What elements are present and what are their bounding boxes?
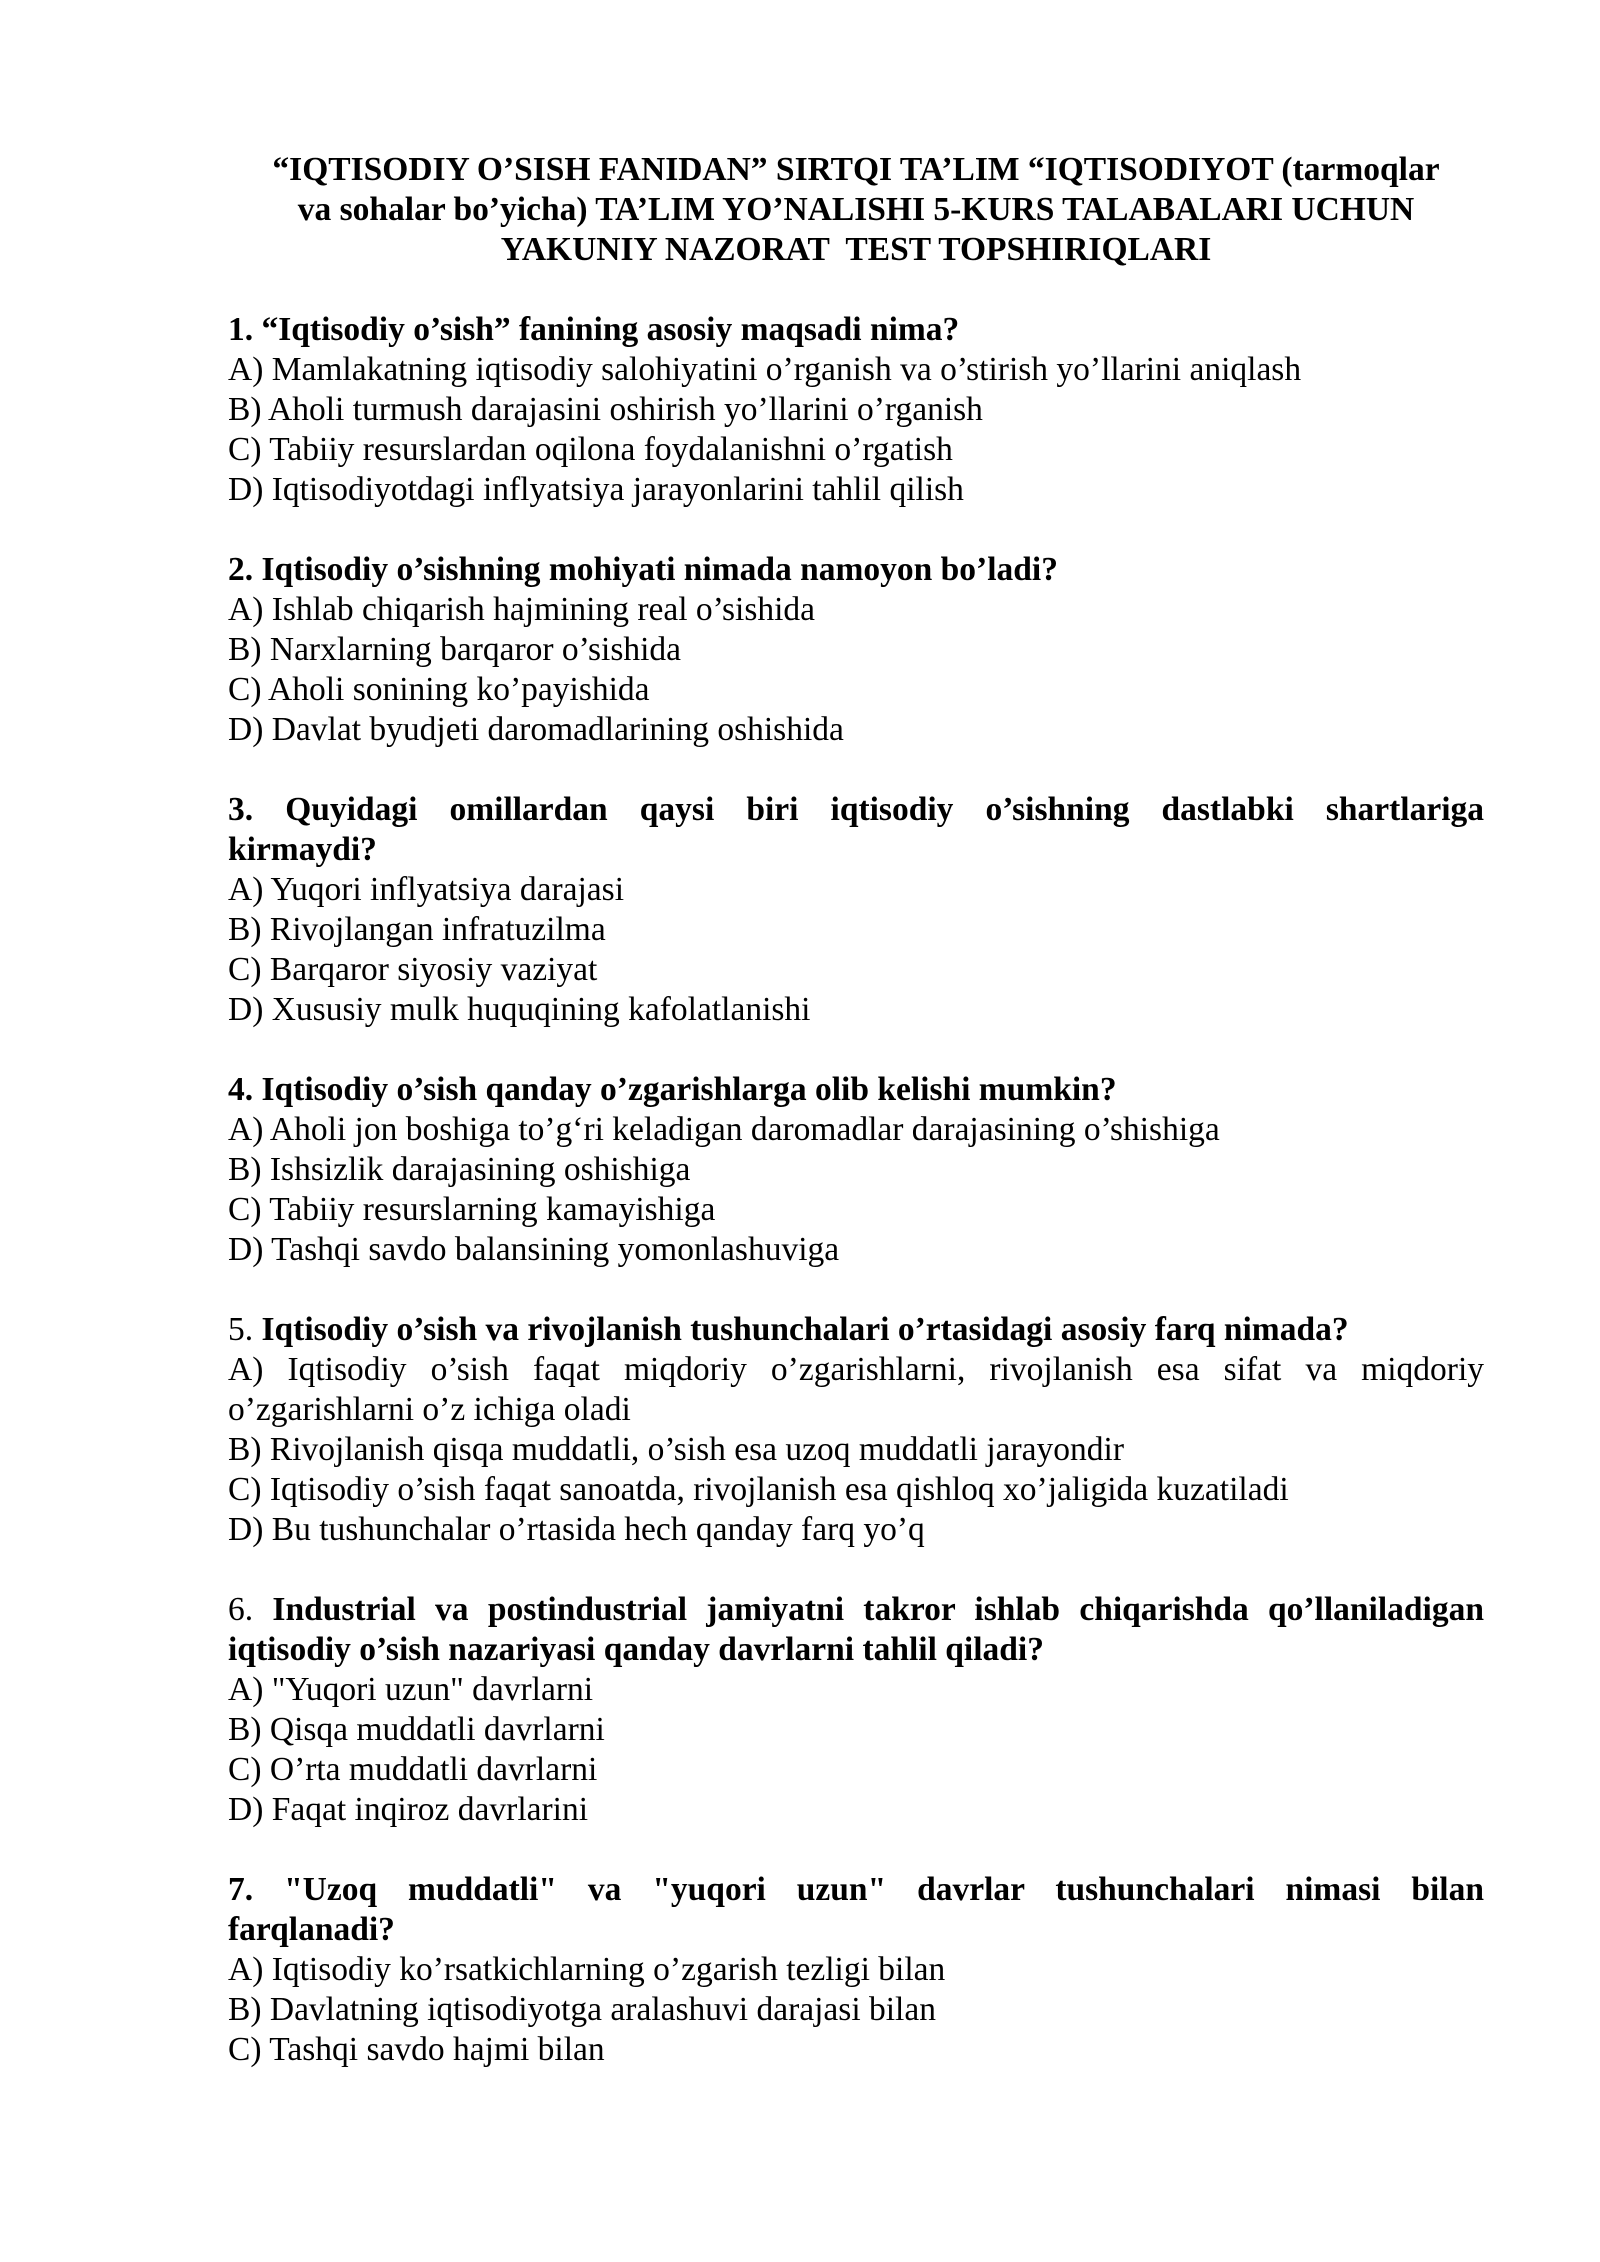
question-header-line: iqtisodiy o’sish nazariyasi qanday davrlarni tahlil qiladi?	[228, 1631, 1044, 1668]
document-title	[228, 150, 1484, 270]
question-block	[228, 1070, 1484, 1270]
question-header-line: farqlanadi?	[228, 1911, 395, 1948]
question-block	[228, 310, 1484, 510]
question-number: 2.	[228, 551, 262, 588]
document-title-line: “IQTISODIY O’SISH FANIDAN” SIRTQI TA’LIM “IQTISODIYOT (tarmoqlar	[272, 151, 1440, 188]
option-line: D) Xususiy mulk huquqining kafolatlanishi	[228, 991, 811, 1028]
option-line: B) Rivojlanish qisqa muddatli, o’sish esa uzoq muddatli jarayondir	[228, 1431, 1125, 1468]
option-line: A) Iqtisodiy o’sish faqat miqdoriy o’zgarishlarni, rivojlanish esa sifat va miqdoriy	[228, 1351, 1484, 1388]
option-line: D) Davlat byudjeti daromadlarining oshishida	[228, 711, 844, 748]
option-line: C) Tabiiy resurslarning kamayishiga	[228, 1191, 716, 1228]
option-line: B) Ishsizlik darajasining oshishiga	[228, 1151, 691, 1188]
option-line: A) Mamlakatning iqtisodiy salohiyatini o’rganish va o’stirish yo’llarini aniqlash	[228, 351, 1302, 388]
option-line: A) Ishlab chiqarish hajmining real o’sishida	[228, 591, 816, 628]
question-text: “Iqtisodiy o’sish” fanining asosiy maqsadi nima?	[261, 311, 960, 348]
option-line: B) Rivojlangan infratuzilma	[228, 911, 606, 948]
question-number: 7.	[228, 1871, 285, 1908]
questions	[228, 310, 1484, 2070]
question-header-line	[228, 310, 1484, 350]
option-line: C) Tabiiy resurslardan oqilona foydalanishni o’rgatish	[228, 431, 953, 468]
question-text: Quyidagi omillardan qaysi biri iqtisodiy o’sishning dastlabki shartlariga	[285, 791, 1485, 828]
question-number: 4.	[228, 1071, 262, 1108]
question-header-line	[228, 1310, 1484, 1350]
document-title-line: YAKUNIY NAZORAT TEST TOPSHIRIQLARI	[500, 231, 1212, 268]
question-block	[228, 550, 1484, 750]
question-number: 5.	[228, 1311, 262, 1348]
question-number: 1.	[228, 311, 262, 348]
option-line: C) Barqaror siyosiy vaziyat	[228, 951, 598, 988]
question-block	[228, 790, 1484, 1030]
question-text: "Uzoq muddatli" va "yuqori uzun" davrlar tushunchalari nimasi bilan	[284, 1871, 1484, 1908]
option-line: C) O’rta muddatli davrlarni	[228, 1751, 598, 1788]
question-header-line	[228, 1590, 1484, 1630]
option-line: C) Tashqi savdo hajmi bilan	[228, 2031, 605, 2068]
question-text: Iqtisodiy o’sishning mohiyati nimada namoyon bo’ladi?	[261, 551, 1058, 588]
option-line: B) Narxlarning barqaror o’sishida	[228, 631, 682, 668]
question-number: 3.	[228, 791, 286, 828]
question-header-line: kirmaydi?	[228, 831, 377, 868]
question-text: Industrial va postindustrial jamiyatni takror ishlab chiqarishda qo’llaniladigan	[272, 1591, 1484, 1628]
option-line: D) Bu tushunchalar o’rtasida hech qanday farq yo’q	[228, 1511, 925, 1548]
question-header-line	[228, 1870, 1484, 1910]
document-content	[228, 150, 1484, 2070]
question-block	[228, 1870, 1484, 2070]
option-line: C) Iqtisodiy o’sish faqat sanoatda, rivojlanish esa qishloq xo’jaligida kuzatiladi	[228, 1471, 1289, 1508]
option-line: A) Yuqori inflyatsiya darajasi	[228, 871, 624, 908]
option-line: A) Aholi jon boshiga to’g‘ri keladigan daromadlar darajasining o’shishiga	[228, 1111, 1220, 1148]
option-line: D) Tashqi savdo balansining yomonlashuviga	[228, 1231, 840, 1268]
option-line: A) "Yuqori uzun" davrlarni	[228, 1671, 594, 1708]
option-line: o’zgarishlarni o’z ichiga oladi	[228, 1391, 631, 1428]
option-line: D) Iqtisodiyotdagi inflyatsiya jarayonlarini tahlil qilish	[228, 471, 964, 508]
option-line: D) Faqat inqiroz davrlarini	[228, 1791, 589, 1828]
question-header-line	[228, 550, 1484, 590]
question-text: Iqtisodiy o’sish va rivojlanish tushunchalari o’rtasidagi asosiy farq nimada?	[261, 1311, 1349, 1348]
question-block	[228, 1310, 1484, 1550]
option-line: B) Qisqa muddatli davrlarni	[228, 1711, 605, 1748]
option-line: B) Davlatning iqtisodiyotga aralashuvi darajasi bilan	[228, 1991, 936, 2028]
question-block	[228, 1590, 1484, 1830]
question-header-line	[228, 790, 1484, 830]
option-line: C) Aholi sonining ko’payishida	[228, 671, 650, 708]
document-title-line: va sohalar bo’yicha) TA’LIM YO’NALISHI 5-KURS TALABALARI UCHUN	[297, 191, 1415, 228]
question-text: Iqtisodiy o’sish qanday o’zgarishlarga olib kelishi mumkin?	[261, 1071, 1117, 1108]
option-line: B) Aholi turmush darajasini oshirish yo’llarini o’rganish	[228, 391, 983, 428]
option-line: A) Iqtisodiy ko’rsatkichlarning o’zgarish tezligi bilan	[228, 1951, 946, 1988]
question-header-line	[228, 1070, 1484, 1110]
question-number: 6.	[228, 1591, 273, 1628]
